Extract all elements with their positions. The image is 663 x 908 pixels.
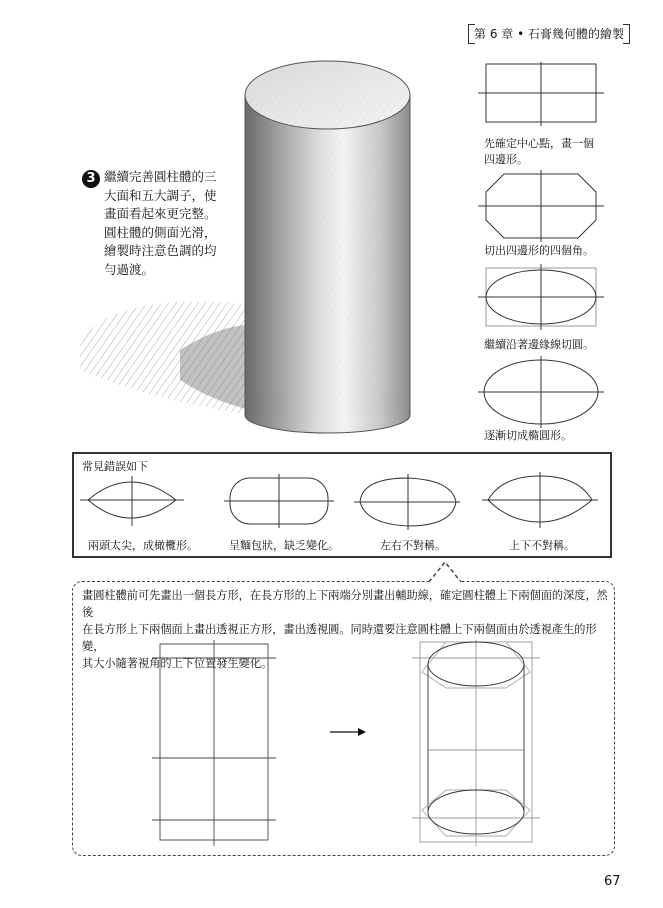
caption-line: 先確定中心點，畫一個	[484, 137, 594, 150]
step4-ellipse	[478, 356, 604, 428]
construction-rectangle	[152, 640, 276, 846]
step2-octagon	[478, 170, 604, 242]
arrow-icon	[330, 728, 366, 736]
step1-square	[478, 62, 604, 126]
error-caption: 呈麵包狀，缺乏變化。	[229, 539, 339, 552]
chapter-title: 第 6 章 • 石膏幾何體的繪製	[474, 27, 624, 41]
step-line: 畫面看起來更完整。	[104, 206, 217, 221]
cylinder-construction-diagram	[150, 640, 550, 852]
error-bread-shape	[224, 474, 334, 528]
step3-caption: 繼續沿著邊緣線切圓。	[484, 338, 594, 351]
page-number: 67	[604, 874, 621, 889]
common-errors-diagrams	[78, 470, 608, 536]
step3-rounded	[478, 264, 604, 330]
error-caption: 兩頭太尖，成橄欖形。	[88, 539, 198, 552]
right-bracket	[623, 24, 630, 44]
step-line: 圓柱體的側面光滑，	[104, 224, 217, 240]
error-caption: 上下不對稱。	[509, 539, 575, 552]
error-left-right-asym	[354, 474, 460, 530]
note-pointer	[428, 560, 462, 584]
error-olive-shape	[80, 476, 184, 526]
common-errors-title: 常見錯誤如下	[82, 460, 148, 473]
step-description	[104, 168, 224, 279]
error-top-bottom-asym	[482, 472, 598, 528]
note-line: 在長方形上下兩個面上畫出透視正方形，畫出透視圓。同時還要注意圓柱體上下兩個面由於透視產生的形變，	[82, 623, 597, 653]
step1-caption	[484, 136, 594, 168]
error-caption: 左右不對稱。	[380, 539, 446, 552]
step-number-badge: 3	[82, 170, 100, 188]
left-bracket	[468, 24, 475, 44]
caption-line: 四邊形。	[484, 153, 528, 166]
step-line: 大面和五大調子，使	[104, 187, 217, 203]
step2-caption: 切出四邊形的四個角。	[484, 244, 594, 257]
step-line: 勻過渡。	[104, 261, 155, 277]
step4-caption: 逐漸切成橢圓形。	[484, 429, 572, 442]
note-line: 畫圓柱體前可先畫出一個長方形，在長方形的上下兩端分別畫出輔助線，確定圓柱體上下兩個面的深度，然後	[82, 589, 608, 619]
constructed-cylinder	[412, 640, 540, 846]
note-line: 其大小隨著視角的上下位置發生變化。	[82, 657, 273, 670]
chapter-header	[468, 24, 630, 44]
step-line: 繼續完善圓柱體的三	[104, 169, 217, 184]
step-line: 繪製時注意色調的均	[104, 243, 217, 258]
